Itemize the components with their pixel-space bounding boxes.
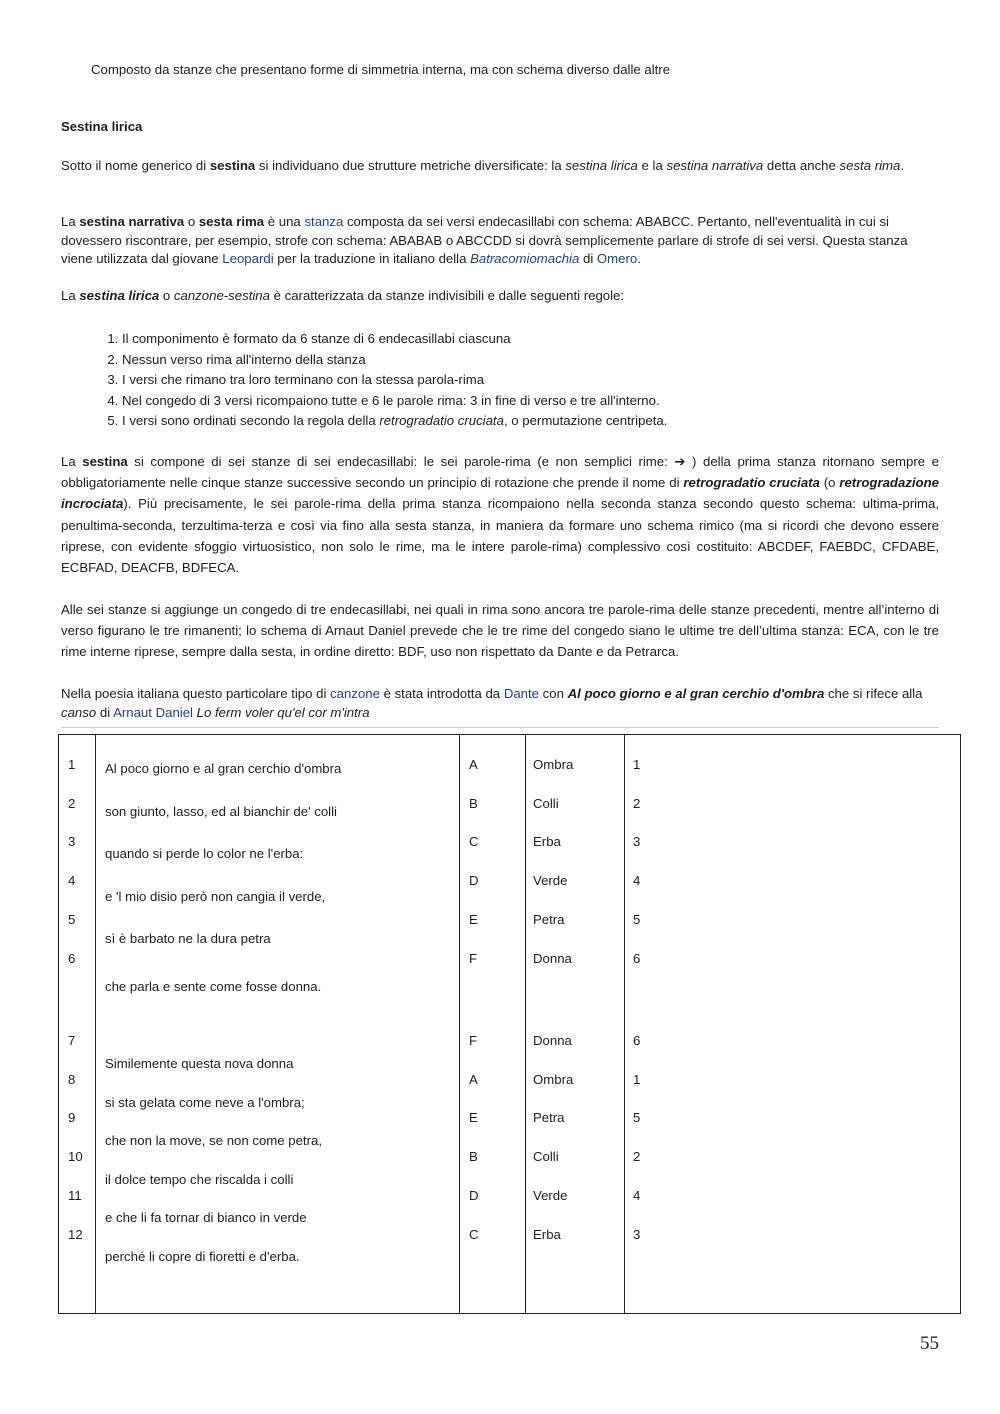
link-stanza[interactable]: stanza [304, 214, 344, 229]
list-item: 3. I versi che rimano tra loro terminano con la stessa parola-rima [122, 370, 942, 391]
verse-number: 3 [68, 834, 76, 850]
verse-text: sì è barbato ne la dura petra [105, 931, 271, 946]
verse-text: e 'l mio disio però non cangia il verde, [105, 888, 326, 904]
rhyme-order: 5 [633, 911, 641, 927]
rhyme-order: 1 [633, 1071, 641, 1087]
rhyme-letter: D [469, 873, 479, 889]
rhyme-letter: C [469, 1226, 479, 1242]
verse-text: perché li copre di fioretti e d'erba. [105, 1248, 300, 1264]
rhyme-order: 1 [633, 757, 641, 772]
rhyme-order: 5 [633, 1110, 641, 1126]
rhyme-letter: E [469, 1110, 478, 1126]
verse-text: che non la move, se non come petra, [105, 1133, 322, 1148]
paragraph-history: Nella poesia italiana questo particolare tipo di canzone è stata introdotta da Dante con Al poco giorno e al gran cerchio d'ombra che si rifece alla canso di Arnaut Daniel Lo ferm voler qu'el cor m'intra [61, 686, 923, 720]
verse-text: il dolce tempo che riscalda i colli [105, 1171, 294, 1187]
rhyme-order: 2 [633, 1149, 641, 1165]
column-divider [459, 735, 460, 1313]
rhyme-letter: D [469, 1187, 479, 1203]
link-batracomiomachia[interactable]: Batracomiomachia [470, 251, 580, 266]
rhyme-word: Verde [533, 873, 568, 889]
rhyme-letter: A [469, 757, 478, 772]
rhyme-letter: E [469, 911, 478, 927]
paragraph-definition: Sotto il nome generico di sestina si individuano due strutture metriche diversificate: la sestina lirica e la sestina narrativa detta anche sesta rima. [61, 158, 905, 173]
verse-text: si sta gelata come neve a l'ombra; [105, 1094, 305, 1110]
rules-list [61, 329, 942, 432]
rhyme-letter: A [469, 1071, 478, 1087]
verse-number: 7 [68, 1033, 76, 1048]
verse-number: 5 [68, 911, 76, 927]
rhyme-word: Petra [533, 1110, 565, 1126]
link-canzone[interactable]: canzone [330, 686, 380, 701]
rhyme-word: Erba [533, 1226, 561, 1242]
rhyme-order: 4 [633, 1187, 641, 1203]
rhyme-order: 2 [633, 795, 641, 811]
paragraph-retrogradatio: La sestina si compone di sei stanze di sei endecasillabi: le sei parole-rima (e non semplici rime: ➔ ) della prima stanza ritornano sempre e obbligatoriamente nelle cinque stanze successive secondo un principio di rotazione che prende il nome di retrogradatio cruciata (o retrogradazione incrociata). Più precisamente, le sei parole-rima della prima stanza ricompaiono nella seconda stanza secondo questo schema: ultima-prima, penultima-seconda, terzultima-terza e così via fino alla sesta stanza, in maniera da formare uno schema rimico (ma si ricordi che devono essere riprese, con evidente sfoggio virtuosistico, non solo le rime, ma le intere parole-rima) complessivo così costituito: ABCDEF, FAEBDC, CFDABE, ECBFAD, DEACFB, BDFECA. [61, 454, 940, 576]
list-item: 5. I versi sono ordinati secondo la regola della retrogradatio cruciata, o permutazione centripeta. [122, 411, 942, 432]
list-item: 1. Il componimento è formato da 6 stanze di 6 endecasillabi ciascuna [122, 329, 942, 350]
rhyme-order: 3 [633, 834, 641, 850]
column-divider [624, 735, 625, 1313]
rhyme-order: 6 [633, 1033, 641, 1048]
verse-number: 10 [68, 1149, 83, 1165]
intro-line: Composto da stanze che presentano forme di simmetria interna, ma con schema diverso dalle altre [91, 62, 671, 77]
verse-number: 8 [68, 1071, 76, 1087]
rhyme-word: Petra [533, 911, 565, 927]
verse-text: son giunto, lasso, ed al bianchir de' colli [105, 803, 337, 819]
rhyme-word: Erba [533, 834, 561, 850]
verse-text: Al poco giorno e al gran cerchio d'ombra [105, 761, 342, 776]
rhyme-word: Colli [533, 795, 559, 811]
column-divider [525, 735, 526, 1313]
rhyme-scheme-table [58, 734, 961, 1314]
list-item: 4. Nel congedo di 3 versi ricompaiono tutte e 6 le parole rima: 3 in fine di verso e tre all'interno. [122, 391, 942, 412]
rhyme-word: Donna [533, 950, 572, 966]
rhyme-letter: B [469, 1149, 478, 1165]
page-number: 55 [920, 1333, 939, 1354]
rhyme-word: Donna [533, 1033, 572, 1048]
link-omero[interactable]: Omero [596, 251, 638, 266]
rhyme-letter: F [469, 1033, 478, 1048]
column-divider [95, 735, 96, 1313]
verse-number: 4 [68, 873, 76, 889]
link-dante[interactable]: Dante [503, 686, 540, 701]
paragraph-congedo: Alle sei stanze si aggiunge un congedo di tre endecasillabi, nei quali in rima sono ancora tre parole-rima delle stanze precedenti, mentre all’interno di verso figurano le tre rimanenti; lo schema di Arnaut Daniel prevede che le tre rime del congedo siano le ultime tre dell’ultima stanza: ECA, con le tre rime interne riprese, sempre dalla sesta, in ordine diretto: BDF, uso non rispettato da Dante e da Petrarca. [61, 602, 939, 660]
verse-number: 11 [68, 1187, 82, 1203]
verse-text: Similemente questa nova donna [105, 1056, 294, 1071]
paragraph-sestina-narrativa: La sestina narrativa o sesta rima è una stanza composta da sei versi endecasillabi con schema: ABABCC. Pertanto, nell'eventualità in cui si dovessero riscontrare, per esempio, strofe con schema: ABABAB o ABCCDD si dovrà semplicemente parlare di strofe di sei versi. Questa stanza viene utilizzata dal giovane Leopardi per la traduzione in italiano della Batracomiomachia di Omero. [61, 214, 908, 266]
link-arnaut-daniel[interactable]: Arnaut Daniel [113, 704, 193, 720]
rhyme-word: Colli [533, 1149, 559, 1165]
verse-text: che parla e sente come fosse donna. [105, 978, 322, 994]
rhyme-word: Ombra [533, 1071, 574, 1087]
rhyme-word: Ombra [533, 757, 574, 772]
list-item: 2. Nessun verso rima all'interno della stanza [122, 350, 942, 371]
rhyme-word: Verde [533, 1187, 568, 1203]
rhyme-letter: C [469, 834, 479, 850]
rhyme-letter: F [469, 950, 478, 966]
verse-number: 6 [68, 950, 76, 966]
verse-text: quando si perde lo color ne l'erba: [105, 846, 304, 861]
section-heading: Sestina lirica [61, 119, 143, 134]
rhyme-order: 4 [633, 873, 641, 889]
verse-number: 9 [68, 1110, 76, 1126]
verse-number: 2 [68, 795, 76, 811]
link-leopardi[interactable]: Leopardi [222, 251, 274, 266]
verse-text: e che li fa tornar di bianco in verde [105, 1210, 307, 1225]
verse-number: 1 [68, 757, 76, 772]
rhyme-order: 6 [633, 950, 641, 966]
paragraph-sestina-lirica: La sestina lirica o canzone-sestina è caratterizzata da stanze indivisibili e dalle seguenti regole: [61, 288, 625, 303]
rhyme-letter: B [469, 795, 478, 811]
divider [61, 727, 938, 728]
verse-number: 12 [68, 1226, 83, 1242]
rhyme-order: 3 [633, 1226, 641, 1242]
